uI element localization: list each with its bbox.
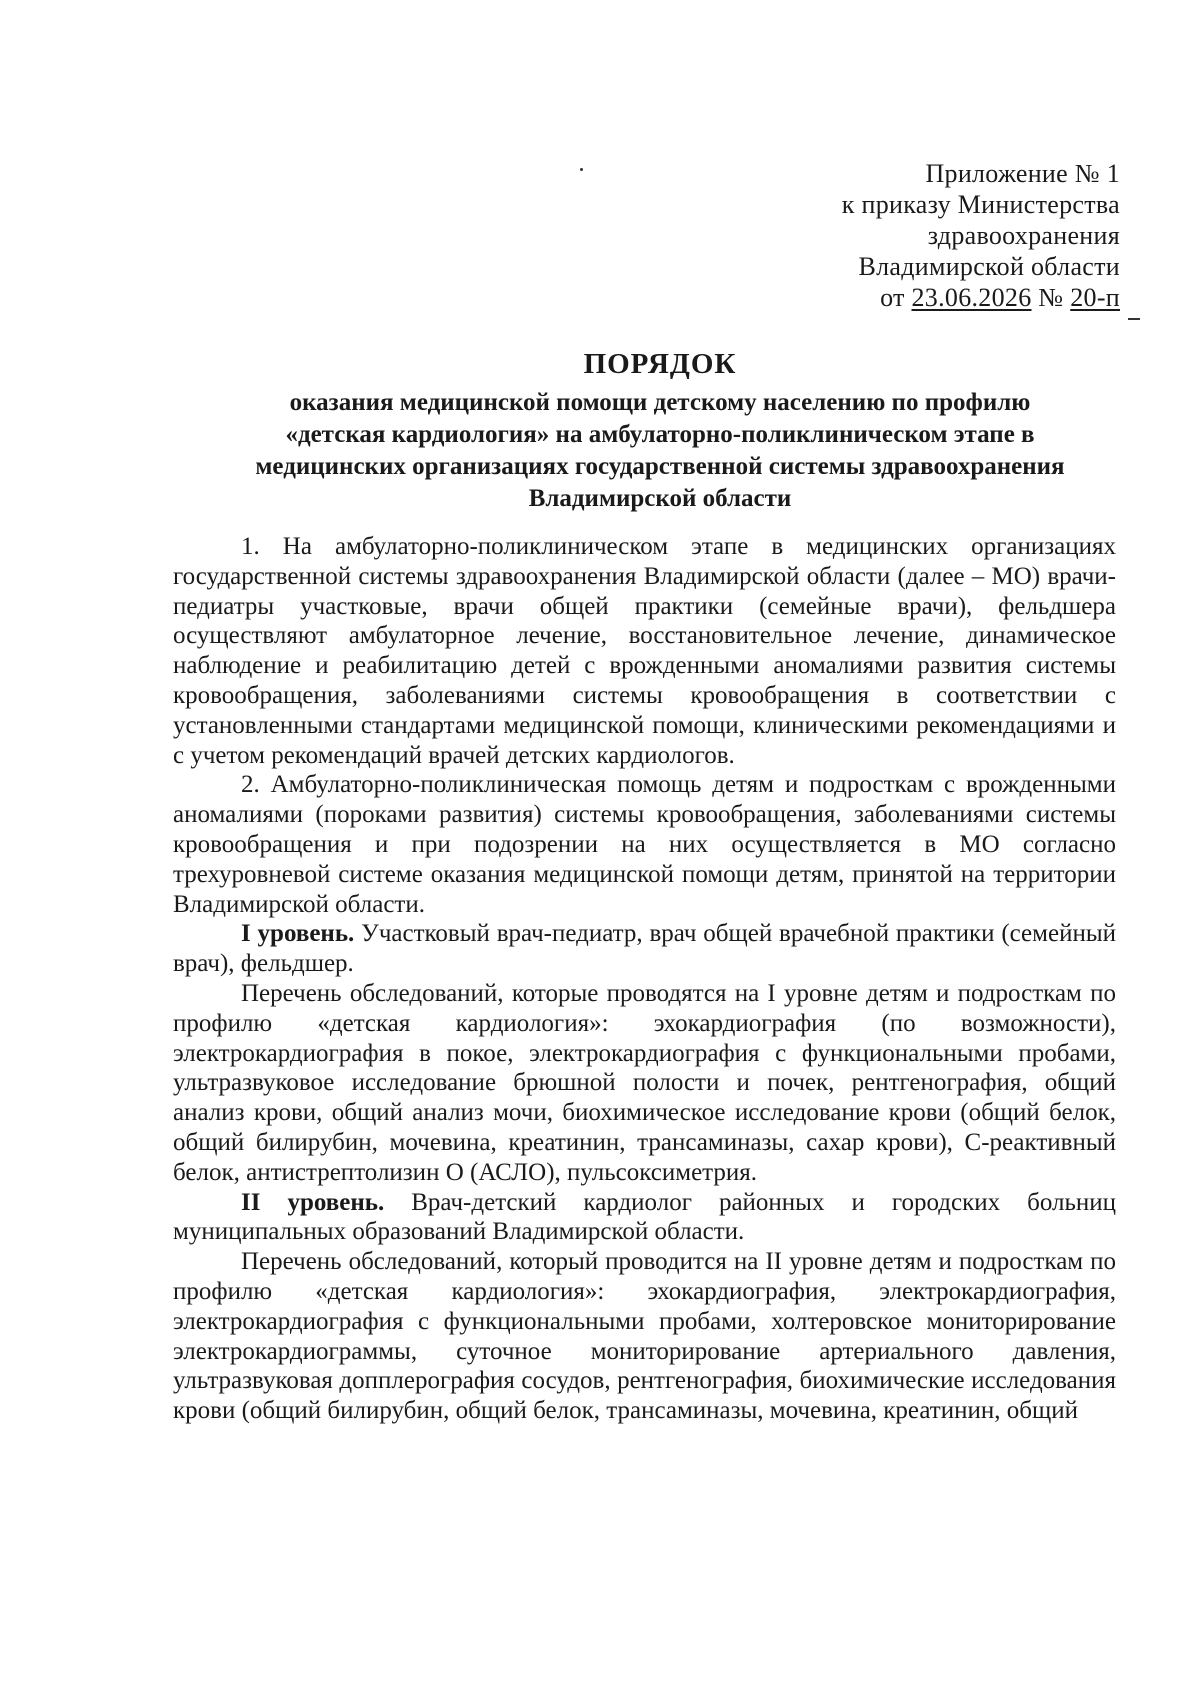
scan-artifact-dot	[580, 168, 583, 171]
level-2-heading: II уровень.	[241, 1188, 385, 1216]
paragraph-level-1-exams: Перечень обследований, которые проводятся на I уровне детям и подросткам по профилю «детская кардиология»: эхокардиография (по возможности), электрокардиография в покое, электрокардиография с функциональными пробами, ультразвуковое исследование брюшной полости и почек, рентгенография, общий анализ крови, общий анализ мочи, биохимическое исследование крови (общий белок, общий билирубин, мочевина, креатинин, трансаминазы, сахар крови), С-реактивный белок, антистрептолизин О (АСЛО), пульсоксиметрия.	[173, 979, 1116, 1186]
title-sub-line-2: «детская кардиология» на амбулаторно-поликлиническом этапе в	[285, 421, 1035, 448]
paragraph-1: 1. На амбулаторно-поликлиническом этапе в медицинских организациях государственной системы здравоохранения Владимирской области (далее – МО) врачи-педиатры участковые, врачи общей практики (семейные врачи), фельдшера осуществляют амбулаторное лечение, восстановительное лечение, динамическое наблюдение и реабилитацию детей с врожденными аномалиями развития системы кровообращения, заболеваниями системы кровообращения в соответствии с установленными стандартами медицинской помощи, клиническими рекомендациями и с учетом рекомендаций врачей детских кардиологов.	[173, 533, 1116, 769]
appendix-line-4: Владимирской области	[858, 252, 1120, 281]
level-1-text: Участковый врач-педиатр, врач общей врачебной практики (семейный врач), фельдшер.	[173, 920, 1117, 978]
title-sub-line-1: оказания медицинской помощи детскому населению по профилю	[289, 389, 1031, 416]
appendix-header	[842, 158, 1120, 313]
paragraph-level-2	[173, 1188, 1116, 1248]
appendix-line-1: Приложение № 1	[925, 159, 1120, 188]
paragraph-level-2-exams: Перечень обследований, который проводится на II уровне детям и подросткам по профилю «детская кардиология»: эхокардиография, электрокардиография, электрокардиография с функциональными пробами, холтеровское мониторирование электрокардиограммы, суточное мониторирование артериального давления, ультразвуковая допплерография сосудов, рентгенография, биохимические исследования крови (общий билирубин, общий белок, трансаминазы, мочевина, креатинин, общий	[173, 1248, 1116, 1425]
paragraph-2: 2. Амбулаторно-поликлиническая помощь детям и подросткам с врожденными аномалиями (пороками развития) системы кровообращения, заболеваниями системы кровообращения и при подозрении на них осуществляется в МО согласно трехуровневой системе оказания медицинской помощи детям, принятой на территории Владимирской области.	[173, 771, 1116, 918]
appendix-date: 23.06.2026	[911, 283, 1032, 312]
document-title	[150, 345, 1170, 515]
title-sub-line-3: медицинских организациях государственной системы здравоохранения	[255, 453, 1065, 480]
appendix-date-prefix: от	[880, 283, 912, 312]
title-sub-line-4: Владимирской области	[528, 485, 792, 512]
document-body	[173, 532, 1116, 1426]
appendix-number-sign: №	[1031, 283, 1071, 312]
appendix-line-3: здравоохранения	[927, 221, 1120, 250]
appendix-number: 20-п	[1070, 283, 1120, 312]
level-1-heading: I уровень.	[241, 920, 355, 948]
scan-artifact-dash	[1128, 318, 1140, 320]
title-subtitle	[150, 387, 1170, 515]
appendix-line-5	[842, 282, 1120, 313]
paragraph-level-1	[173, 919, 1116, 979]
appendix-line-2: к приказу Министерства	[841, 190, 1120, 219]
level-2-text: Врач-детский кардиолог районных и городских больниц муниципальных образований Владимирской области.	[173, 1188, 1117, 1246]
title-main: ПОРЯДОК	[583, 348, 737, 380]
